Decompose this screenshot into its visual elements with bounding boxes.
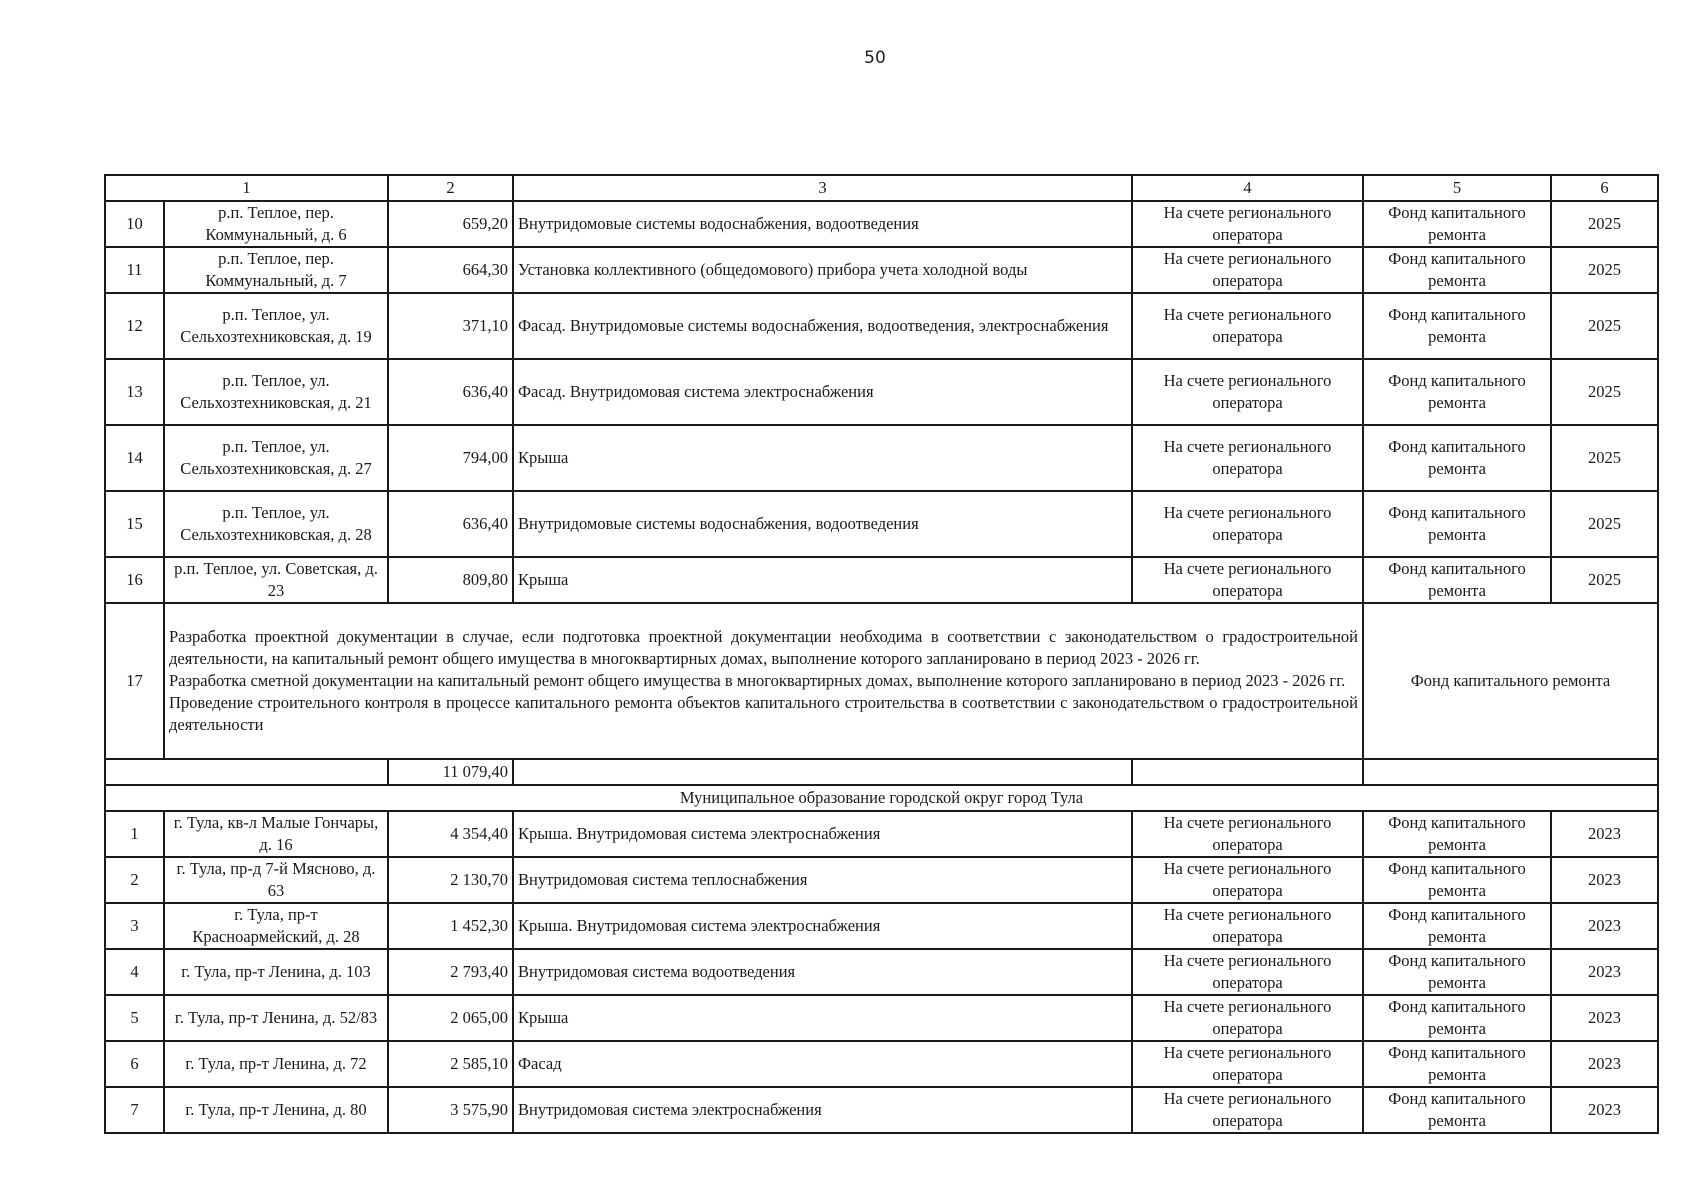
- documentation-paragraph: Разработка проектной документации в случае, если подготовка проектной документации необходима в соответствии с законодательством о градостроительной деятельности, на капитальный ремонт общего имущества в многоквартирных домах, выполнение которого запланировано в период 2023 - 2026 гг.: [169, 627, 1358, 668]
- row-address: р.п. Теплое, ул. Сельхозтехниковская, д. 21: [164, 359, 388, 425]
- row-address: г. Тула, пр-т Ленина, д. 72: [164, 1041, 388, 1087]
- row-number: 13: [105, 359, 164, 425]
- capital-repair-table: [104, 174, 1659, 1134]
- row-address: г. Тула, пр-д 7-й Мясново, д. 63: [164, 857, 388, 903]
- row-work-type: Внутридомовая система теплоснабжения: [513, 857, 1132, 903]
- header-cell-1: 1: [105, 175, 388, 201]
- row-cost: 4 354,40: [388, 811, 513, 857]
- table-row: [105, 857, 1658, 903]
- row-funding-source: Фонд капитального ремонта: [1363, 903, 1551, 949]
- row-address: г. Тула, пр-т Ленина, д. 80: [164, 1087, 388, 1133]
- row-funding-source: Фонд капитального ремонта: [1363, 995, 1551, 1041]
- row-address: г. Тула, пр-т Красноармейский, д. 28: [164, 903, 388, 949]
- row-number: 7: [105, 1087, 164, 1133]
- row-funding-source: Фонд капитального ремонта: [1363, 293, 1551, 359]
- subtotal-label-cell: [105, 759, 388, 785]
- row-work-type: Фасад. Внутридомовая система электроснабжения: [513, 359, 1132, 425]
- row-number: 6: [105, 1041, 164, 1087]
- row-number: 11: [105, 247, 164, 293]
- subtotal-empty-cell: [513, 759, 1132, 785]
- table-row: [105, 995, 1658, 1041]
- row-cost: 794,00: [388, 425, 513, 491]
- row-cost: 659,20: [388, 201, 513, 247]
- table-row: [105, 359, 1658, 425]
- row-account: На счете регионального оператора: [1132, 949, 1363, 995]
- header-cell-3: 3: [513, 175, 1132, 201]
- row-funding-source: Фонд капитального ремонта: [1363, 359, 1551, 425]
- row-work-type: Крыша: [513, 995, 1132, 1041]
- table-header-row: [105, 175, 1658, 201]
- row-year: 2023: [1551, 949, 1658, 995]
- row-work-type: Внутридомовая система водоотведения: [513, 949, 1132, 995]
- row-year: 2023: [1551, 1087, 1658, 1133]
- row-number: 17: [105, 603, 164, 759]
- table-row: [105, 811, 1658, 857]
- row-account: На счете регионального оператора: [1132, 293, 1363, 359]
- row-work-type: Внутридомовые системы водоснабжения, водоотведения: [513, 491, 1132, 557]
- row-funding-source: Фонд капитального ремонта: [1363, 857, 1551, 903]
- row-work-type: Крыша. Внутридомовая система электроснабжения: [513, 903, 1132, 949]
- header-cell-2: 2: [388, 175, 513, 201]
- row-number: 10: [105, 201, 164, 247]
- row-account: На счете регионального оператора: [1132, 491, 1363, 557]
- documentation-funding-source: Фонд капитального ремонта: [1363, 603, 1658, 759]
- row-cost: 636,40: [388, 491, 513, 557]
- row-account: На счете регионального оператора: [1132, 1087, 1363, 1133]
- row-address: р.п. Теплое, пер. Коммунальный, д. 6: [164, 201, 388, 247]
- row-funding-source: Фонд капитального ремонта: [1363, 1087, 1551, 1133]
- table-row: [105, 247, 1658, 293]
- page-number: 50: [864, 48, 886, 68]
- row-cost: 2 585,10: [388, 1041, 513, 1087]
- row-address: р.п. Теплое, ул. Сельхозтехниковская, д. 19: [164, 293, 388, 359]
- subtotal-row: [105, 759, 1658, 785]
- header-cell-4: 4: [1132, 175, 1363, 201]
- table-row: [105, 903, 1658, 949]
- row-work-type: Крыша: [513, 425, 1132, 491]
- row-address: р.п. Теплое, ул. Сельхозтехниковская, д. 27: [164, 425, 388, 491]
- row-address: г. Тула, кв-л Малые Гончары, д. 16: [164, 811, 388, 857]
- row-cost: 371,10: [388, 293, 513, 359]
- table-row: [105, 557, 1658, 603]
- row-year: 2023: [1551, 903, 1658, 949]
- table-row: [105, 201, 1658, 247]
- documentation-row: [105, 603, 1658, 759]
- row-funding-source: Фонд капитального ремонта: [1363, 1041, 1551, 1087]
- row-address: р.п. Теплое, пер. Коммунальный, д. 7: [164, 247, 388, 293]
- row-funding-source: Фонд капитального ремонта: [1363, 201, 1551, 247]
- row-number: 1: [105, 811, 164, 857]
- row-cost: 2 065,00: [388, 995, 513, 1041]
- table-row: [105, 1041, 1658, 1087]
- row-work-type: Фасад: [513, 1041, 1132, 1087]
- row-work-type: Внутридомовые системы водоснабжения, водоотведения: [513, 201, 1132, 247]
- row-number: 2: [105, 857, 164, 903]
- row-account: На счете регионального оператора: [1132, 857, 1363, 903]
- row-number: 16: [105, 557, 164, 603]
- row-year: 2025: [1551, 201, 1658, 247]
- row-address: р.п. Теплое, ул. Советская, д. 23: [164, 557, 388, 603]
- row-funding-source: Фонд капитального ремонта: [1363, 491, 1551, 557]
- row-account: На счете регионального оператора: [1132, 811, 1363, 857]
- row-work-type: Крыша: [513, 557, 1132, 603]
- row-cost: 2 793,40: [388, 949, 513, 995]
- row-year: 2025: [1551, 425, 1658, 491]
- row-address: г. Тула, пр-т Ленина, д. 52/83: [164, 995, 388, 1041]
- row-address: р.п. Теплое, ул. Сельхозтехниковская, д. 28: [164, 491, 388, 557]
- row-account: На счете регионального оператора: [1132, 201, 1363, 247]
- row-number: 15: [105, 491, 164, 557]
- section-header-row: [105, 785, 1658, 811]
- row-account: На счете регионального оператора: [1132, 903, 1363, 949]
- documentation-paragraph: Проведение строительного контроля в процессе капитального ремонта объектов капитального строительства в соответствии с законодательством о градостроительной деятельности: [169, 693, 1358, 734]
- row-year: 2023: [1551, 1041, 1658, 1087]
- row-account: На счете регионального оператора: [1132, 995, 1363, 1041]
- row-cost: 636,40: [388, 359, 513, 425]
- row-funding-source: Фонд капитального ремонта: [1363, 557, 1551, 603]
- subtotal-empty-cell: [1132, 759, 1363, 785]
- row-account: На счете регионального оператора: [1132, 1041, 1363, 1087]
- row-cost: 809,80: [388, 557, 513, 603]
- row-number: 5: [105, 995, 164, 1041]
- row-cost: 2 130,70: [388, 857, 513, 903]
- row-work-type: Внутридомовая система электроснабжения: [513, 1087, 1132, 1133]
- row-year: 2025: [1551, 359, 1658, 425]
- row-number: 3: [105, 903, 164, 949]
- documentation-description: [164, 603, 1363, 759]
- table-row: [105, 949, 1658, 995]
- row-account: На счете регионального оператора: [1132, 425, 1363, 491]
- documentation-paragraph: Разработка сметной документации на капитальный ремонт общего имущества в многоквартирных домах, выполнение которого запланировано в период 2023 - 2026 гг.: [169, 671, 1346, 690]
- section-title: Муниципальное образование городской округ город Тула: [105, 785, 1658, 811]
- row-year: 2023: [1551, 857, 1658, 903]
- row-account: На счете регионального оператора: [1132, 557, 1363, 603]
- subtotal-cost: 11 079,40: [388, 759, 513, 785]
- table-row: [105, 1087, 1658, 1133]
- row-number: 14: [105, 425, 164, 491]
- row-funding-source: Фонд капитального ремонта: [1363, 811, 1551, 857]
- table-row: [105, 425, 1658, 491]
- row-work-type: Установка коллективного (общедомового) прибора учета холодной воды: [513, 247, 1132, 293]
- row-number: 12: [105, 293, 164, 359]
- row-funding-source: Фонд капитального ремонта: [1363, 949, 1551, 995]
- header-cell-5: 5: [1363, 175, 1551, 201]
- row-cost: 664,30: [388, 247, 513, 293]
- row-year: 2023: [1551, 995, 1658, 1041]
- row-account: На счете регионального оператора: [1132, 247, 1363, 293]
- table-row: [105, 491, 1658, 557]
- row-cost: 3 575,90: [388, 1087, 513, 1133]
- row-year: 2025: [1551, 293, 1658, 359]
- row-address: г. Тула, пр-т Ленина, д. 103: [164, 949, 388, 995]
- row-year: 2025: [1551, 557, 1658, 603]
- row-number: 4: [105, 949, 164, 995]
- row-work-type: Крыша. Внутридомовая система электроснабжения: [513, 811, 1132, 857]
- subtotal-empty-cell: [1363, 759, 1658, 785]
- table-row: [105, 293, 1658, 359]
- row-work-type: Фасад. Внутридомовые системы водоснабжения, водоотведения, электроснабжения: [513, 293, 1132, 359]
- row-cost: 1 452,30: [388, 903, 513, 949]
- row-account: На счете регионального оператора: [1132, 359, 1363, 425]
- row-funding-source: Фонд капитального ремонта: [1363, 247, 1551, 293]
- row-funding-source: Фонд капитального ремонта: [1363, 425, 1551, 491]
- row-year: 2025: [1551, 491, 1658, 557]
- row-year: 2023: [1551, 811, 1658, 857]
- header-cell-6: 6: [1551, 175, 1658, 201]
- row-year: 2025: [1551, 247, 1658, 293]
